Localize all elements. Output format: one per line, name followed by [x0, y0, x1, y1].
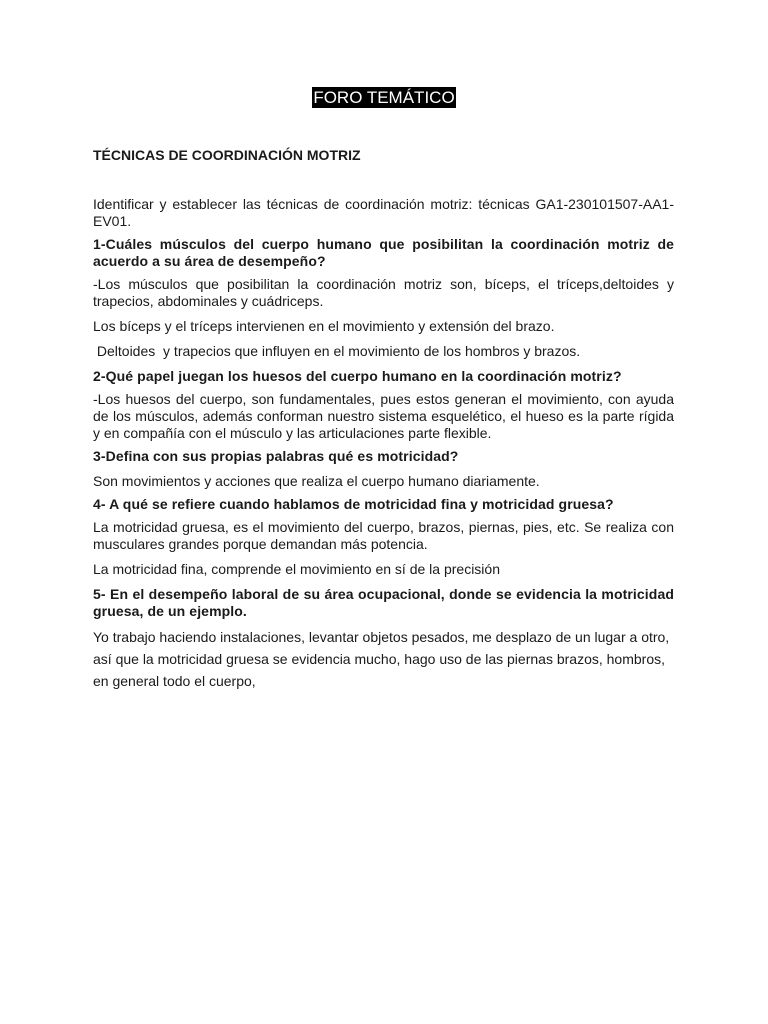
document-body: [93, 146, 674, 692]
document-subtitle: TÉCNICAS DE COORDINACIÓN MOTRIZ: [93, 147, 361, 163]
answer-5: Yo trabajo haciendo instalaciones, levantar objetos pesados, me desplazo de un lugar a otro, así que la motricidad gruesa se evidencia mucho, hago uso de las piernas brazos, hombros, en general todo el cuerpo,: [93, 629, 670, 689]
answer-4-paragraph-1: La motricidad gruesa, es el movimiento del cuerpo, brazos, piernas, pies, etc. Se realiza con musculares grandes porque demandan más potencia.: [93, 519, 674, 552]
question-3: 3-Defina con sus propias palabras qué es motricidad?: [93, 448, 459, 464]
answer-1-paragraph-3: Deltoides y trapecios que influyen en el movimiento de los hombros y brazos.: [93, 343, 581, 359]
answer-1-paragraph-1: -Los músculos que posibilitan la coordinación motriz son, bíceps, el tríceps,deltoides y trapecios, abdominales y cuádriceps.: [93, 276, 674, 309]
answer-1-paragraph-2: Los bíceps y el tríceps intervienen en el movimiento y extensión del brazo.: [93, 318, 555, 334]
document-title-wrapper: [0, 87, 768, 108]
question-1: 1-Cuáles músculos del cuerpo humano que posibilitan la coordinación motriz de acuerdo a su área de desempeño?: [93, 236, 674, 269]
answer-2: -Los huesos del cuerpo, son fundamentales, pues estos generan el movimiento, con ayuda de los músculos, además conforman nuestro sistema esquelético, el hueso es la parte rígida y en compañía con el músculo y las articulaciones parte flexible.: [93, 391, 674, 441]
question-2: 2-Qué papel juegan los huesos del cuerpo humano en la coordinación motriz?: [93, 368, 622, 384]
answer-3: Son movimientos y acciones que realiza el cuerpo humano diariamente.: [93, 473, 540, 489]
answer-4-paragraph-2: La motricidad fina, comprende el movimiento en sí de la precisión: [93, 561, 500, 577]
document-title: FORO TEMÁTICO: [313, 88, 455, 107]
question-5: 5- En el desempeño laboral de su área ocupacional, donde se evidencia la motricidad gruesa, de un ejemplo.: [93, 586, 674, 619]
question-4: 4- A qué se refiere cuando hablamos de motricidad fina y motricidad gruesa?: [93, 496, 614, 512]
intro-paragraph: Identificar y establecer las técnicas de coordinación motriz: técnicas GA1-230101507-AA1-EV01.: [93, 196, 674, 229]
